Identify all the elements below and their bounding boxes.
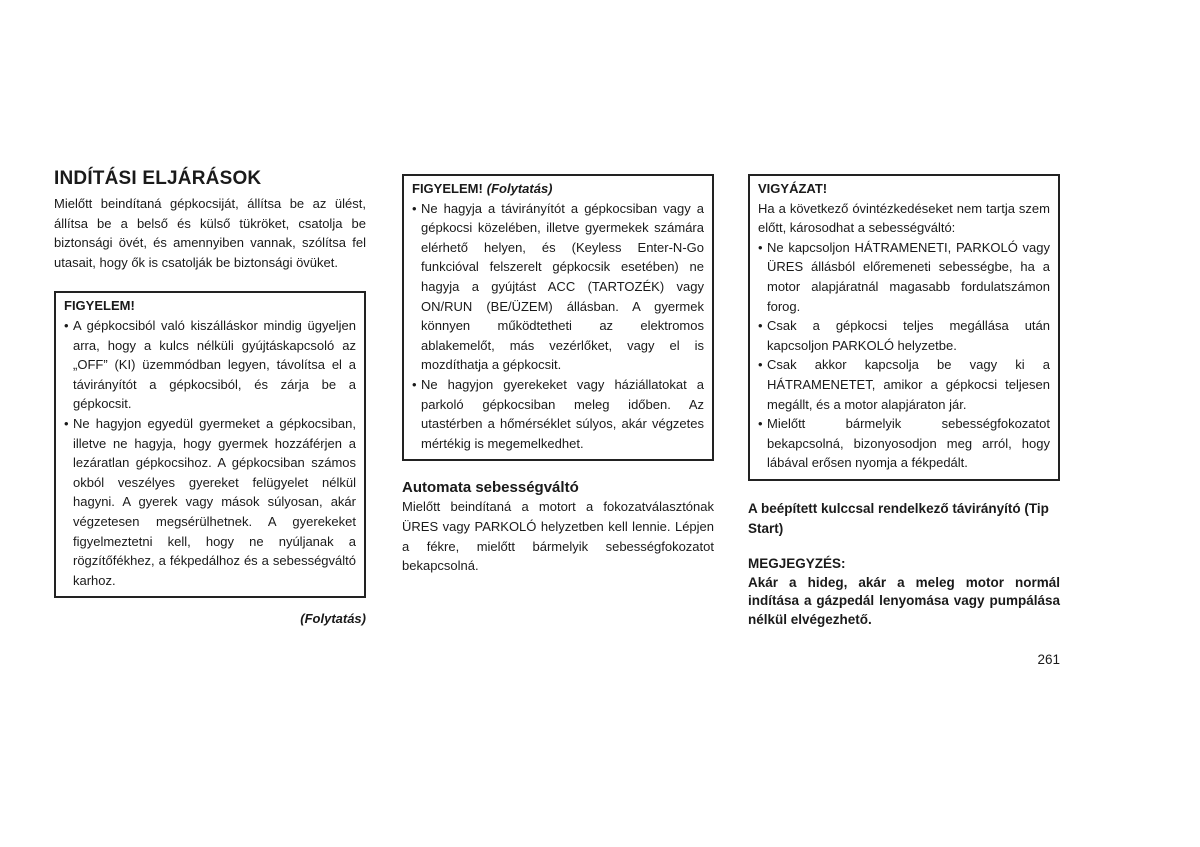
caution-heading: VIGYÁZAT! — [758, 181, 828, 196]
column-left — [54, 168, 366, 628]
warning-heading — [412, 179, 704, 199]
list-item: • Ne hagyjon gyerekeket vagy háziállatokat a parkoló gépkocsiban meleg időben. Az utastérben a hőmérséklet súlyos, akár végzetes mértékig is megemelkedhet. — [412, 375, 704, 453]
warning-heading: FIGYELEM! — [64, 298, 135, 314]
section-title: INDÍTÁSI ELJÁRÁSOK — [54, 168, 262, 189]
warning-box-continued — [402, 174, 714, 461]
continued-label: (Folytatás) — [300, 611, 366, 627]
list-item: • Csak akkor kapcsolja be vagy ki a HÁTRAMENETET, amikor a gépkocsi teljesen megállt, és a motor alapjáraton jár. — [758, 355, 1050, 414]
note-body: Akár a hideg, akár a meleg motor normál indítása a gázpedál lenyomása vagy pumpálása nélkül elvégezhető. — [748, 574, 1060, 627]
list-item: • Ne kapcsoljon HÁTRAMENETI, PARKOLÓ vagy ÜRES állásból előremeneti sebességbe, ha a motor alapjáratnál magasabb fordulatszámon forog. — [758, 238, 1050, 316]
caution-intro: Ha a következő óvintézkedéseket nem tartja szem előtt, károsodhat a sebességváltó: — [758, 200, 1050, 236]
list-item: • Mielőtt bármelyik sebességfokozatot bekapcsolná, bizonyosodjon meg arról, hogy lábával erősen nyomja a fékpedált. — [758, 414, 1050, 473]
caution-box — [748, 174, 1060, 481]
column-right — [748, 174, 1060, 629]
list-item: • Ne hagyja a távirányítót a gépkocsiban vagy a gépkocsi közelében, illetve gyermekek számára elérhető helyen, és (Keyless Enter-N-Go funkcióval felszerelt gépkocsik esetében) ne hagyja a gyújtást ACC (TARTOZÉK) vagy ON/RUN (BE/ÜZEM) állásban. A gyermek könnyen működtetheti az elektromos ablakemelőt, más vezérlőket, vagy el is mozdíthatja a gépkocsit. — [412, 199, 704, 375]
list-item: • Ne hagyjon egyedül gyermeket a gépkocsiban, illetve ne hagyja, hogy gyermek hozzáférjen a lezáratlan gépkocsihoz. A gépkocsiban számos okból veszélyes gyereket felügyelet nélkül hagyni. A gyerek vagy mások súlyosan, akár végzetesen megsérülhetnek. A gyerekeket figyelmeztetni kell, hogy ne nyúljanak a rögzítőfékhez, a fékpedálhoz és a sebességváltó karhoz. — [64, 414, 356, 590]
warning-box — [54, 291, 366, 598]
note-heading: MEGJEGYZÉS: — [748, 556, 846, 572]
list-item: • Csak a gépkocsi teljes megállása után kapcsoljon PARKOLÓ helyzetbe. — [758, 316, 1050, 355]
warning-list — [64, 316, 356, 590]
warning-continued-label: (Folytatás) — [486, 181, 553, 196]
warning-list — [412, 199, 704, 454]
page-number: 261 — [1037, 652, 1060, 667]
caution-list — [758, 238, 1050, 473]
tip-start-heading: A beépített kulccsal rendelkező távirányító (Tip Start) — [748, 500, 1049, 536]
automatic-transmission-paragraph: Mielőtt beindítaná a motort a fokozatválasztónak ÜRES vagy PARKOLÓ helyzetben kell lennie. Lépjen a fékre, mielőtt bármelyik sebességfokozatot bekapcsolná. — [402, 499, 714, 574]
subsection-title: Automata sebességváltó — [402, 479, 579, 497]
intro-paragraph: Mielőtt beindítaná gépkocsiját, állítsa be az ülést, állítsa be a belső és külső tükröket, csatolja be biztonsági övét, és amennyiben vannak, szólítsa fel utasait, hogy ők is csatolják be biztonsági övüket. — [54, 196, 366, 270]
column-middle — [402, 174, 714, 576]
warning-heading-text: FIGYELEM! — [412, 181, 483, 196]
list-item: • A gépkocsiból való kiszálláskor mindig ügyeljen arra, hogy a kulcs nélküli gyújtáskapcsoló az „OFF” (KI) üzemmódban legyen, távolítsa el a távirányítót a gépkocsiból, és zárja be a gépkocsit. — [64, 316, 356, 414]
